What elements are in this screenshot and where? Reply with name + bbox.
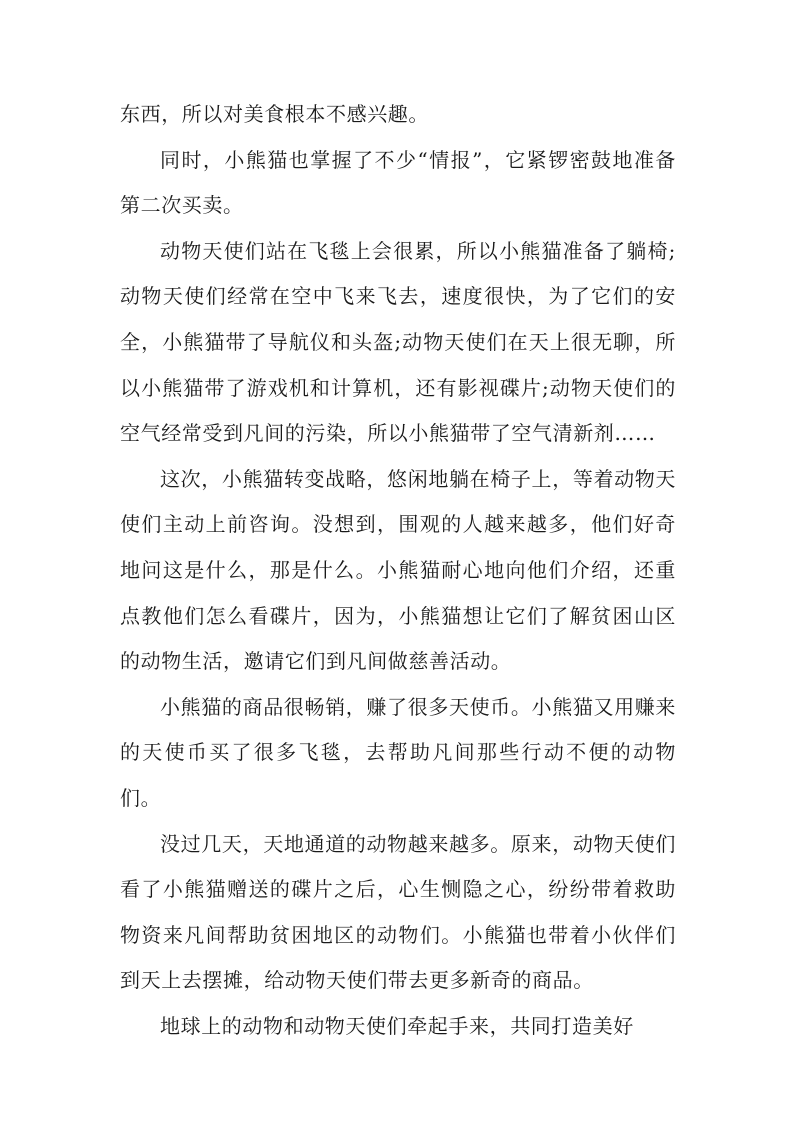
paragraph: 小熊猫的商品很畅销，赚了很多天使币。小熊猫又用赚来的天使币买了很多飞毯，去帮助凡间那些行动不便的动物们。 [120,694,676,810]
paragraph: 没过几天，天地通道的动物越来越多。原来，动物天使们看了小熊猫赠送的碟片之后，心生恻隐之心，纷纷带着救助物资来凡间帮助贫困地区的动物们。小熊猫也带着小伙伴们到天上去摆摊，给动物天使们带去更多新奇的商品。 [120,831,676,993]
paragraph: 同时，小熊猫也掌握了不少“情报”，它紧锣密鼓地准备第二次买卖。 [120,147,676,218]
paragraph: 动物天使们站在飞毯上会很累，所以小熊猫准备了躺椅;动物天使们经常在空中飞来飞去，速度很快，为了它们的安全，小熊猫带了导航仪和头盔;动物天使们在天上很无聊，所以小熊猫带了游戏机和计算机，还有影视碟片;动物天使们的空气经常受到凡间的污染，所以小熊猫带了空气清新剂…… [120,238,676,446]
paragraph-continuation: 东西，所以对美食根本不感兴趣。 [120,102,429,126]
paragraph: 地球上的动物和动物天使们牵起手来，共同打造美好 [160,1013,634,1038]
paragraph: 这次，小熊猫转变战略，悠闲地躺在椅子上，等着动物天使们主动上前咨询。没想到，围观的人越来越多，他们好奇地问这是什么，那是什么。小熊猫耐心地向他们介绍，还重点教他们怎么看碟片，因为，小熊猫想让它们了解贫困山区的动物生活，邀请它们到凡间做慈善活动。 [120,466,676,674]
document-body [120,92,676,1049]
